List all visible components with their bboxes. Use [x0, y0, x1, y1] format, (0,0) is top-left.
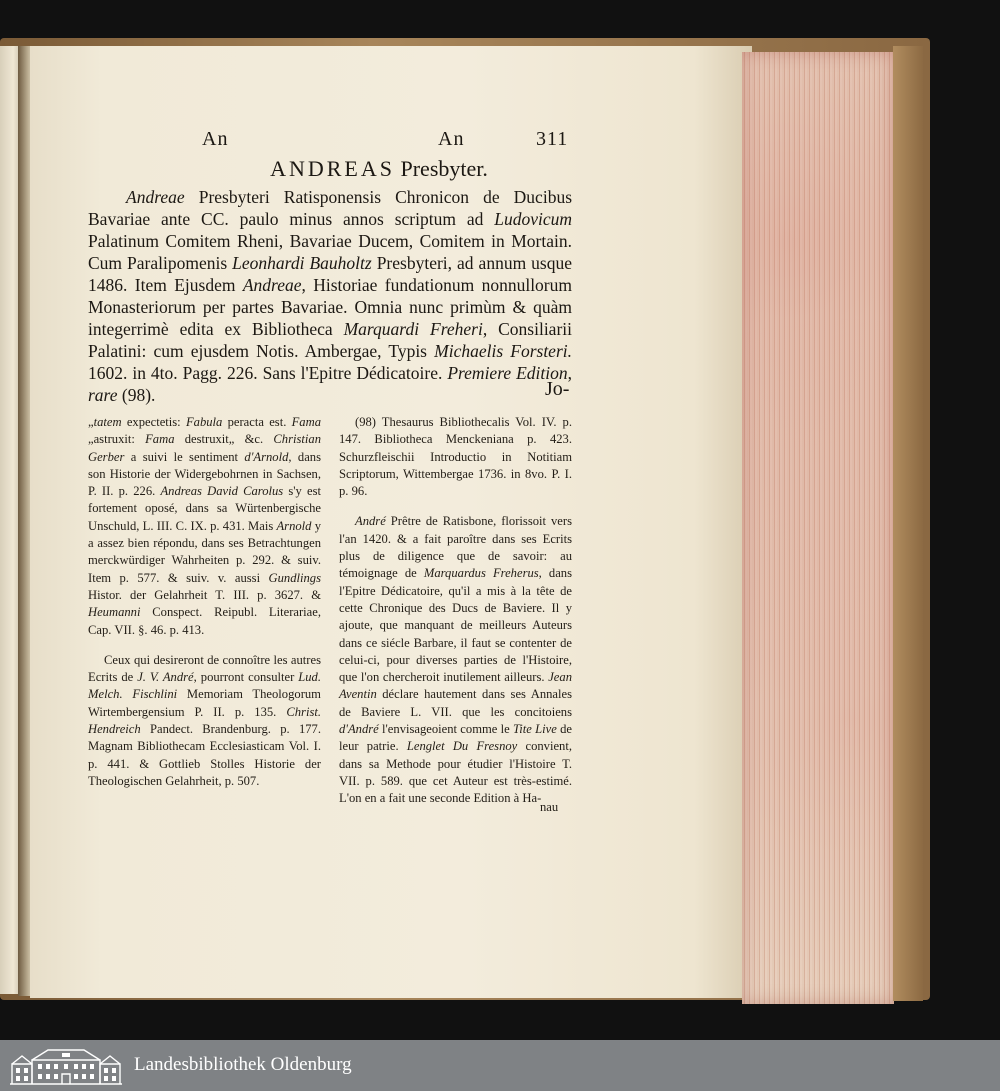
footnote-column-left	[88, 414, 321, 803]
entry-title-rest: Presbyter.	[400, 156, 488, 181]
library-name: Landesbibliothek Oldenburg	[134, 1054, 352, 1075]
catchword: Jo-	[545, 378, 570, 400]
page-number: 311	[536, 128, 569, 150]
column-catchword: nau	[540, 800, 559, 814]
running-head-center: An	[438, 128, 465, 150]
footnote-paragraph: „tatem expectetis: Fabula peracta est. Fama „astruxit: Fama destruxit„ &c. Christian Gerber a suivi le sentiment d'Arnold, dans son Historie der Widergebohrnen in Sachsen, P. II. p. 226. Andreas David Carolus s'y est fortement oposé, dans sa Würtenbergische Unschuld, L. III. C. IX. p. 431. Mais Arnold y a assez bien répondu, dans ses Betrachtungen merckwürdiger Wahrheiten p. 292. & suiv. Item p. 577. & suiv. v. aussi Gundlings Histor. der Gelahrheit T. III. p. 3627. & Heumanni Conspect. Reipubl. Literariae, Cap. VII. §. 46. p. 413.	[88, 415, 321, 637]
commentary-paragraph: André Prêtre de Ratisbone, florissoit vers l'an 1420. & a fait paroître dans ses Ecrits plus de diligence que de savoir: au témoignage de Marquardus Freherus, dans l'Epitre Dédicatoire, qu'il a mis à la tête de cette Chronique des Ducs de Baviere. Il y ajoute, que manquant de meilleurs Auteurs dans ce siécle Barbare, il faut se contenter de celui-ci, pour diverses parties de l'Histoire, que l'on chercheroit inutilement ailleurs. Jean Aventin déclare hautement dans ses Annales de Baviere L. VII. que les concitoiens d'André l'envisageoient comme le Tite Live de leur patrie. Lenglet Du Fresnoy convient, dans sa Methode pour étudier l'Histoire T. VII. p. 589. que cet Auteur est très-estimé. L'on en a fait une seconde Edition à Ha-	[339, 514, 572, 806]
page-block-edges	[742, 52, 894, 1004]
back-board	[893, 46, 923, 1001]
main-paragraph: Andreae Presbyteri Ratisponensis Chronicon de Ducibus Bavariae ante CC. paulo minus annos scriptum ad Ludovicum Palatinum Comitem Rheni, Bavariae Ducem, Comitem in Mortain. Cum Paralipomenis Leonhardi Bauholtz Presbyteri, ad annum usque 1486. Item Ejusdem Andreae, Historiae fundationum nonnullorum Monasteriorum per partes Bavariae. Omnia nunc primùm & quàm integerrimè edita ex Bibliotheca Marquardi Freheri, Consiliarii Palatini: cum ejusdem Notis. Ambergae, Typis Michaelis Forsteri. 1602. in 4to. Pagg. 226. Sans l'Epitre Dédicatoire. Premiere Edition, rare (98).	[88, 187, 573, 405]
running-head-left: An	[202, 128, 229, 150]
footnote-column-right	[339, 414, 572, 821]
footnote-98: (98) Thesaurus Bibliothecalis Vol. IV. p. 147. Bibliotheca Menckeniana p. 423. Schurzfleischii Introductio in Notitiam Scriptorum, Wittembergae 1736. in 8vo. P. I. p. 96.	[339, 415, 572, 499]
entry-title	[0, 156, 758, 182]
entry-title-name: ANDREAS	[270, 156, 395, 181]
footer-bar	[0, 1040, 1000, 1091]
library-building-logo-icon	[8, 1044, 124, 1086]
footnote-paragraph: Ceux qui desireront de connoître les autres Ecrits de J. V. André, pourront consulter Lud. Melch. Fischlini Memoriam Theologorum Wirtembergensium P. II. p. 135. Christ. Hendreich Pandect. Brandenburg. p. 177. Magnam Bibliothecam Ecclesiasticam Vol. I. p. 441. & Gottlieb Stolles Historie der Theologischen Gelahrheit, p. 507.	[88, 652, 321, 788]
main-entry-text	[88, 186, 572, 406]
